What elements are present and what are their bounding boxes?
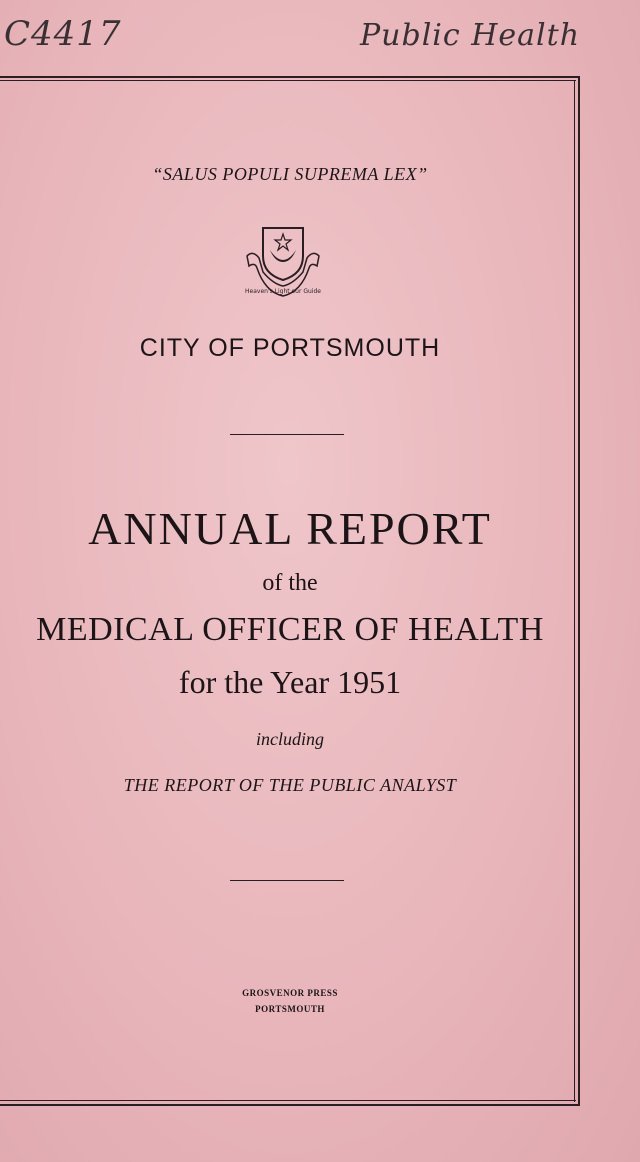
motto: “SALUS POPULI SUPREMA LEX” [152,164,428,184]
handwritten-catalogue-number: C4417 [4,14,122,54]
handwritten-subject-note: Public Health [360,18,581,53]
divider [230,434,344,435]
city-name: CITY OF PORTSMOUTH [139,334,441,362]
border-top-inner [0,80,576,81]
border-bottom-inner [0,1100,576,1101]
report-title: ANNUAL REPORT [88,503,492,554]
border-bottom [0,1104,580,1106]
border-top [0,76,580,78]
report-year: for the Year 1951 [178,664,402,700]
report-title-connector: of the [262,570,318,596]
svg-text:Heaven's Light our Guide: Heaven's Light our Guide [245,288,321,295]
report-subtitle: THE REPORT OF THE PUBLIC ANALYST [123,775,457,795]
divider [230,880,344,881]
portsmouth-crest-icon [243,222,323,300]
report-subject: MEDICAL OFFICER OF HEALTH [36,611,544,648]
including-label: including [256,729,324,749]
printer-place: PORTSMOUTH [255,1004,325,1014]
printer-name: GROSVENOR PRESS [242,988,338,998]
